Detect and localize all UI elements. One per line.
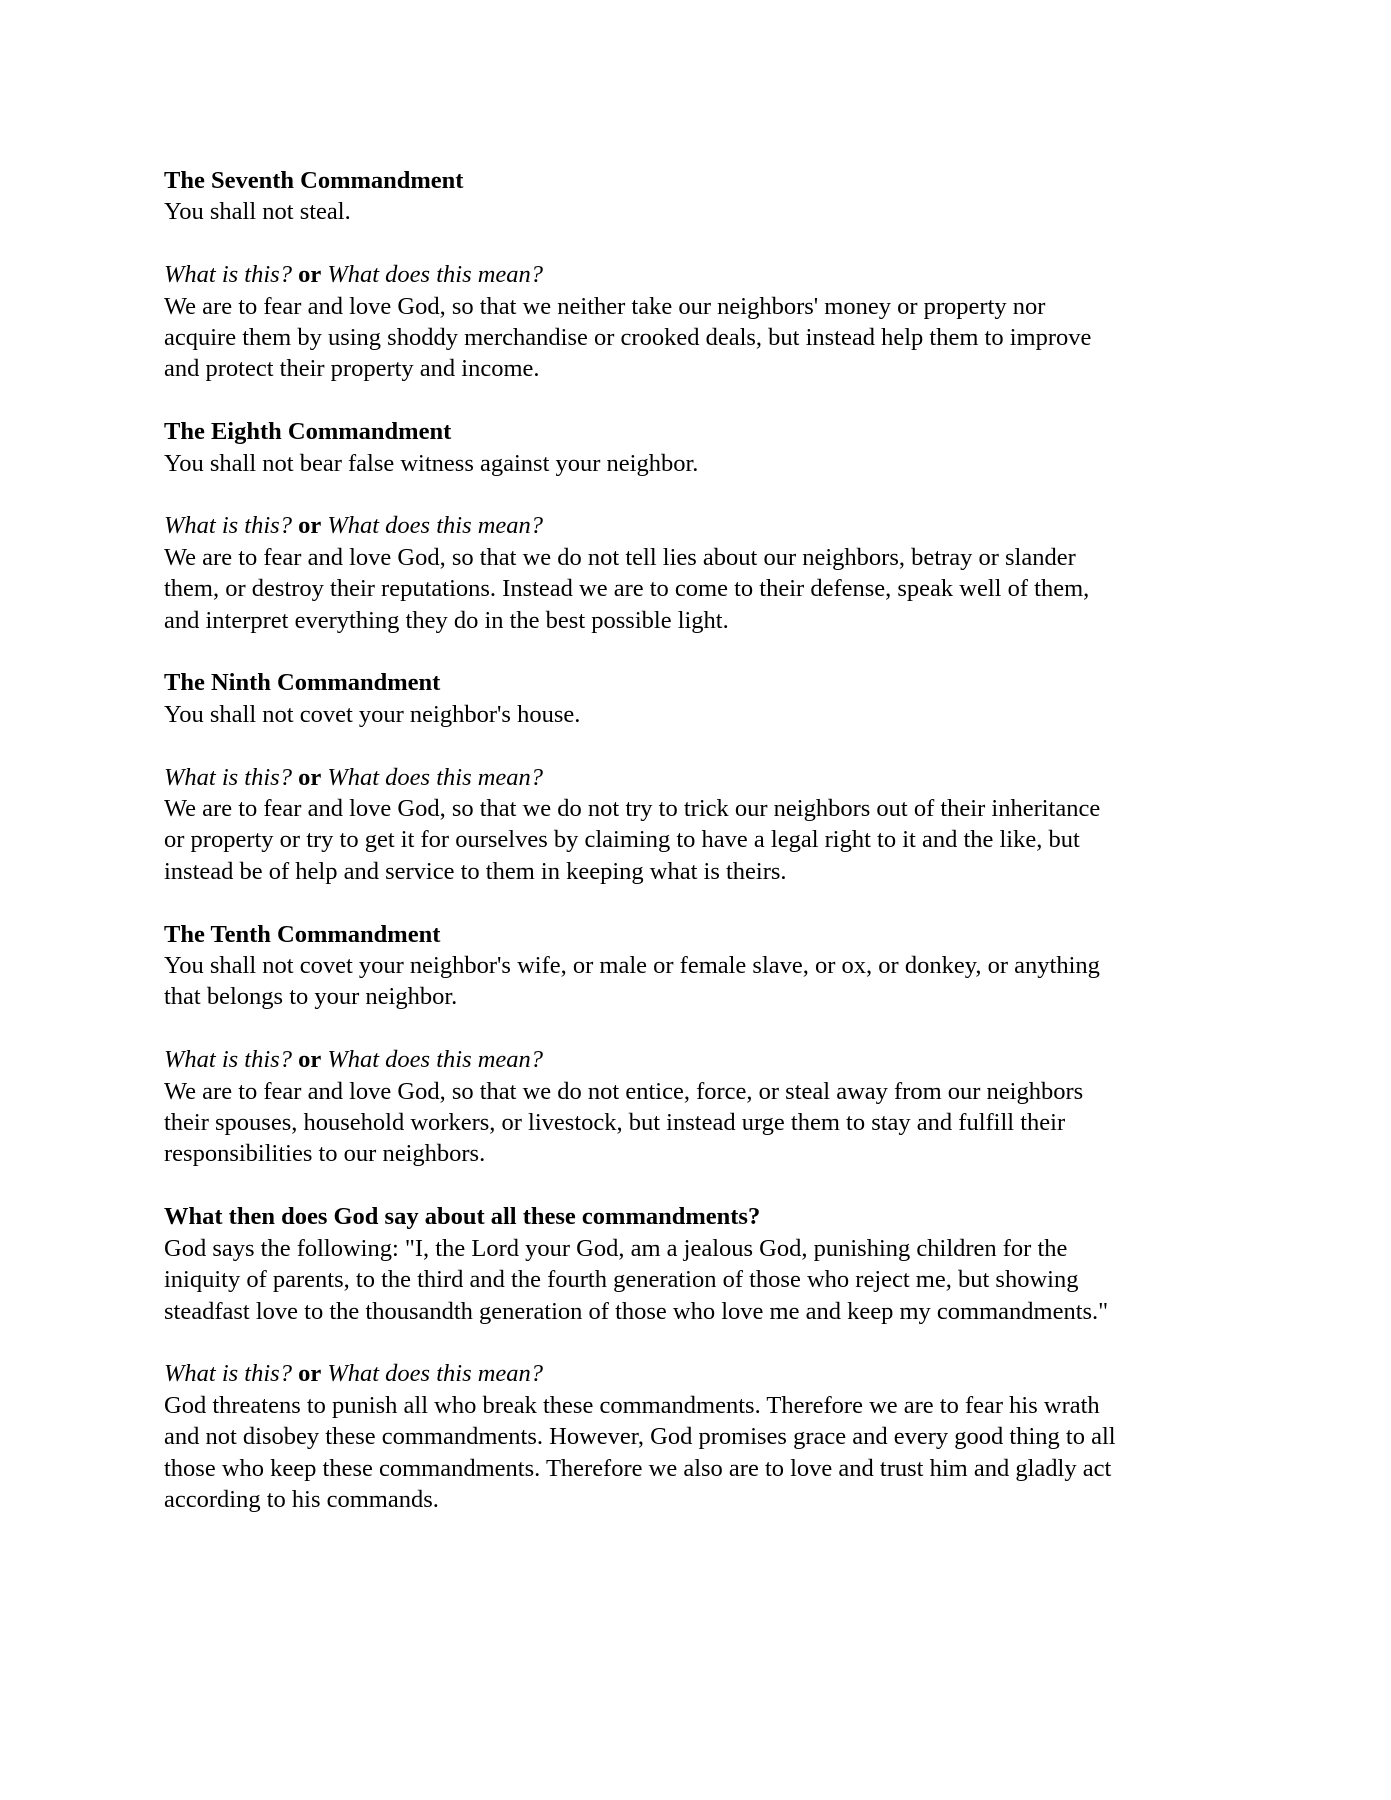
explanation-text: those who keep these commandments. Therefore we also are to love and trust him and gladly act — [164, 1454, 1112, 1482]
question-or: or — [298, 1360, 322, 1388]
section-heading: What then does God say about all these commandments? — [164, 1203, 761, 1231]
question-what-is-this: What is this? — [164, 512, 292, 540]
commandment-text: You shall not covet your neighbor's house. — [164, 700, 581, 728]
question-what-does-this-mean: What does this mean? — [327, 763, 544, 791]
question-or: or — [298, 512, 322, 540]
commandment-text: God says the following: "I, the Lord your God, am a jealous God, punishing children for the — [164, 1234, 1068, 1262]
explanation-text: and protect their property and income. — [164, 355, 540, 383]
question-what-is-this: What is this? — [164, 763, 292, 791]
explanation-text: according to his commands. — [164, 1485, 439, 1513]
question-what-does-this-mean: What does this mean? — [327, 512, 544, 540]
question-line — [164, 762, 1116, 793]
question-what-is-this: What is this? — [164, 1046, 292, 1074]
question-line — [164, 1358, 1116, 1389]
commandment-text: iniquity of parents, to the third and the fourth generation of those who reject me, but showing — [164, 1266, 1079, 1294]
commandment-block — [164, 919, 1116, 1013]
commandment-block — [164, 667, 1116, 730]
explanation-block — [164, 259, 1116, 385]
question-line — [164, 259, 1116, 290]
explanation-text: instead be of help and service to them in keeping what is theirs. — [164, 857, 787, 885]
explanation-text: We are to fear and love God, so that we do not entice, force, or steal away from our neighbors — [164, 1077, 1084, 1105]
commandment-text: You shall not steal. — [164, 198, 351, 226]
question-what-is-this: What is this? — [164, 1360, 292, 1388]
commandment-block — [164, 165, 1116, 228]
section-heading: The Eighth Commandment — [164, 418, 452, 446]
explanation-text: We are to fear and love God, so that we do not try to trick our neighbors out of their inheritance — [164, 795, 1101, 823]
commandment-block — [164, 416, 1116, 479]
commandment-text: that belongs to your neighbor. — [164, 983, 458, 1011]
explanation-text: We are to fear and love God, so that we do not tell lies about our neighbors, betray or slander — [164, 543, 1076, 571]
question-or: or — [298, 1046, 322, 1074]
explanation-text: and interpret everything they do in the best possible light. — [164, 606, 729, 634]
explanation-block — [164, 762, 1116, 888]
explanation-block — [164, 1044, 1116, 1170]
question-line — [164, 1044, 1116, 1075]
commandment-text: steadfast love to the thousandth generation of those who love me and keep my commandments." — [164, 1297, 1109, 1325]
question-or: or — [298, 763, 322, 791]
question-what-does-this-mean: What does this mean? — [327, 1360, 544, 1388]
explanation-text: God threatens to punish all who break these commandments. Therefore we are to fear his wrath — [164, 1391, 1100, 1419]
commandment-text: You shall not bear false witness against your neighbor. — [164, 449, 699, 477]
commandment-text: You shall not covet your neighbor's wife, or male or female slave, or ox, or donkey, or anything — [164, 952, 1100, 980]
section-heading: The Tenth Commandment — [164, 920, 441, 948]
explanation-text: their spouses, household workers, or livestock, but instead urge them to stay and fulfill their — [164, 1109, 1066, 1137]
explanation-text: We are to fear and love God, so that we neither take our neighbors' money or property nor — [164, 292, 1046, 320]
explanation-text: them, or destroy their reputations. Instead we are to come to their defense, speak well of them, — [164, 575, 1090, 603]
explanation-block — [164, 1358, 1116, 1515]
section-heading: The Ninth Commandment — [164, 669, 441, 697]
question-or: or — [298, 261, 322, 289]
explanation-text: acquire them by using shoddy merchandise or crooked deals, but instead help them to improve — [164, 324, 1092, 352]
question-line — [164, 510, 1116, 541]
explanation-text: or property or try to get it for ourselves by claiming to have a legal right to it and the like, but — [164, 826, 1080, 854]
commandment-block — [164, 1201, 1116, 1327]
explanation-text: responsibilities to our neighbors. — [164, 1140, 486, 1168]
question-what-does-this-mean: What does this mean? — [327, 1046, 544, 1074]
question-what-is-this: What is this? — [164, 261, 292, 289]
section-heading: The Seventh Commandment — [164, 167, 464, 194]
question-what-does-this-mean: What does this mean? — [327, 261, 544, 289]
explanation-text: and not disobey these commandments. However, God promises grace and every good thing to all — [164, 1423, 1116, 1451]
explanation-block — [164, 510, 1116, 636]
document-page — [164, 165, 1116, 1547]
